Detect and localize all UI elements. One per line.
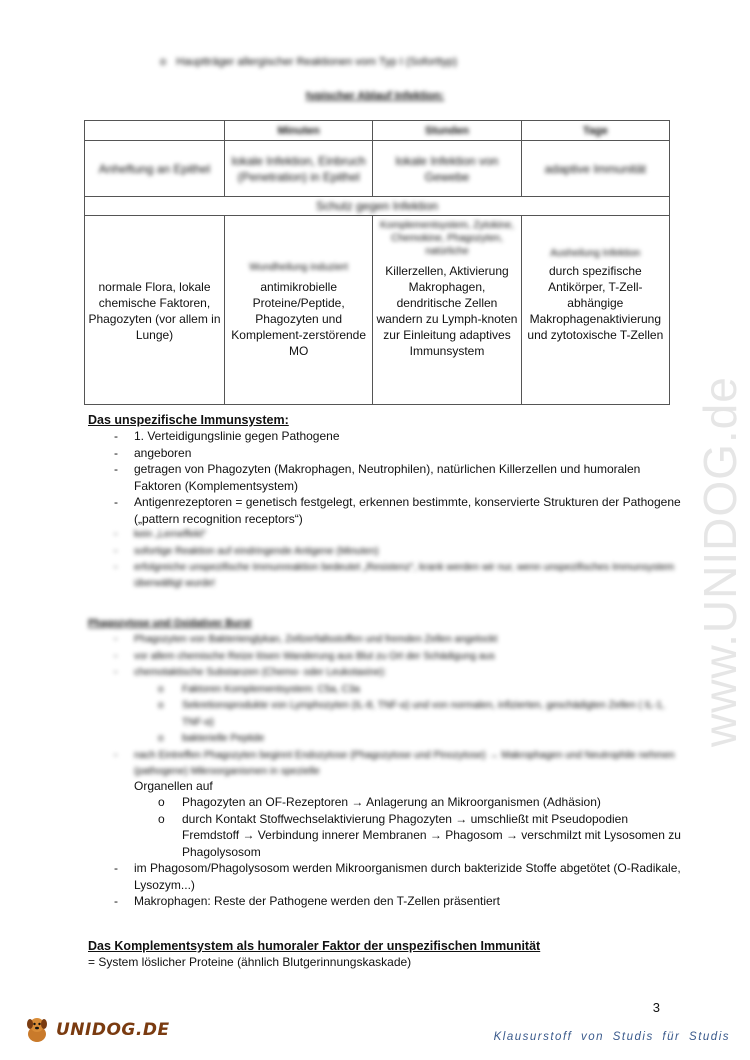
list-item: - Antigenrezeptoren = genetisch festgelegt, erkennen bestimmte, konservierte Strukturen der Pathogene („pattern recognition receptors“) [114, 495, 681, 526]
infection-table [84, 120, 670, 405]
list-item: - getragen von Phagozyten (Makrophagen, Neutrophilen), natürlichen Killerzellen und humoralen Faktoren (Komplementsystem) [114, 462, 641, 493]
cell-blurred-text: Ausheilung Infektion [550, 248, 641, 259]
cell-blurred-text: Wundheilung induziert [249, 262, 349, 273]
list-item: - im Phagosom/Phagolysosom werden Mikroorganismen durch bakterizide Stoffe abgetötet (O-Radikale, Lysozym...) [114, 861, 681, 892]
table-cell [85, 216, 225, 405]
footer-tagline: Klausurstoff von Studis für Studis [493, 1031, 730, 1043]
section-title: Das unspezifische Immunsystem: [88, 413, 289, 427]
table-cell [521, 216, 669, 405]
dog-icon [22, 1015, 52, 1045]
table-row [85, 141, 670, 197]
list-item: - Makrophagen: Reste der Pathogene werden den T-Zellen präsentiert [114, 894, 501, 908]
cell-text: Killerzellen, Aktivierung Makrophagen, dendritische Zellen wandern zu Lymph-knoten zur Einleitung adaptives Immunsystem [376, 264, 518, 358]
list-item-continuation: Organellen auf [134, 778, 213, 793]
table-cell: lokale Infektion, Einbruch (Penetration) in Epithel [225, 141, 373, 197]
table-title: typischer Ablauf Infektion: [305, 90, 445, 102]
list-item: - chemotaktische Substanzen (Chemo- oder Leukotaxine): [114, 667, 387, 678]
table-row [85, 216, 670, 405]
cell-text: durch spezifische Antikörper, T-Zell-abhängige Makrophagenaktivierung und zytotoxische T-Zellen [527, 264, 664, 342]
header-empty [85, 121, 225, 141]
bullet-text: Hauptträger allergischer Reaktionen vom Typ I (Soforttyp) [176, 56, 458, 68]
list-item: - angeboren [114, 445, 192, 460]
section-phagozytose [88, 616, 688, 910]
section-unspezifisch [88, 412, 688, 592]
list-item: - 1. Verteidigungslinie gegen Pathogene [114, 429, 340, 443]
list-item: - sofortige Reaktion auf eindringende Antigene (Minuten) [114, 545, 379, 557]
logo-text: UNIDOG.DE [56, 1020, 170, 1040]
list-subitem: o Sekretionsprodukte von Lymphozyten (IL-8, TNF-α) und von normalen, infizierten, geschädigten Zellen ( IL-1, TNF-α) [158, 700, 665, 728]
section-title: Das Komplementsystem als humoraler Faktor der unspezifischen Immunität [88, 939, 541, 953]
top-bullet [160, 56, 457, 68]
cell-blurred-text: Komplementsystem, Zytokine, Chemokine, Phagozyten, natürliche [380, 220, 514, 257]
table-subheading-row [85, 197, 670, 216]
table-cell [373, 216, 521, 405]
list-item: - erfolgreiche unspezifische Immunreaktion bedeutet „Resistenz“, krank werden wir nur, wenn unspezifisches Immunsystem überwältigt wurde! [114, 562, 675, 589]
table-cell: lokale Infektion von Gewebe [373, 141, 521, 197]
table-header-row [85, 121, 670, 141]
table-subheading: Schutz gegen Infektion [85, 197, 670, 216]
cell-text: normale Flora, lokale chemische Faktoren, Phagozyten (vor allem in Lunge) [88, 280, 221, 342]
section-line: = System löslicher Proteine (ähnlich Blutgerinnungskaskade) [88, 955, 412, 969]
list-subitem: o durch Kontakt Stoffwechselaktivierung Phagozyten → umschließt mit Pseudopodien Fremdstoff → Verbindung innerer Membranen → Phagosom → verschmilzt mit Lysosomen zu Phagolysosom [158, 811, 681, 859]
list-subitem: o Phagozyten an OF-Rezeptoren → Anlagerung an Mikroorganismen (Adhäsion) [158, 795, 601, 809]
bullet-marker: o [160, 56, 167, 68]
list-item: - kein „Lerneffekt“ [114, 529, 207, 540]
list-subitem: o bakterielle Peptide [158, 733, 265, 744]
header-stunden: Stunden [373, 121, 521, 141]
page-number: 3 [652, 1000, 660, 1015]
list-item: - vor allem chemische Reize lösen Wanderung aus Blut zu Ort der Schädigung aus [114, 650, 495, 662]
list-subitem: o Faktoren Komplementsystem: C5a, C3a [158, 683, 360, 695]
section-title: Phagozytose und Oxidativer Burst [88, 618, 252, 629]
watermark: www.UNIDOG.de [694, 376, 746, 747]
unidog-logo [22, 1015, 170, 1045]
table-cell [225, 216, 373, 405]
header-minuten: Minuten [225, 121, 373, 141]
list-item: - Phagozyten von Bakterienglykan, Zellzerfallsstoffen und fremden Zellen angelockt [114, 634, 498, 645]
header-tage: Tage [521, 121, 669, 141]
cell-text: antimikrobielle Proteine/Peptide, Phagozyten und Komplement-zerstörende MO [231, 280, 367, 358]
section-komplement [88, 938, 688, 971]
table-cell: Anheftung an Epithel [85, 141, 225, 197]
table-cell: adaptive Immunität [521, 141, 669, 197]
list-item: - nach Eintreffen Phagozyten beginnt Endozytose (Phagozytose und Pinozytose) → Makrophagen und Neutrophile nehmen (pathogene) Mikroorganismen in spezielle [114, 749, 675, 777]
